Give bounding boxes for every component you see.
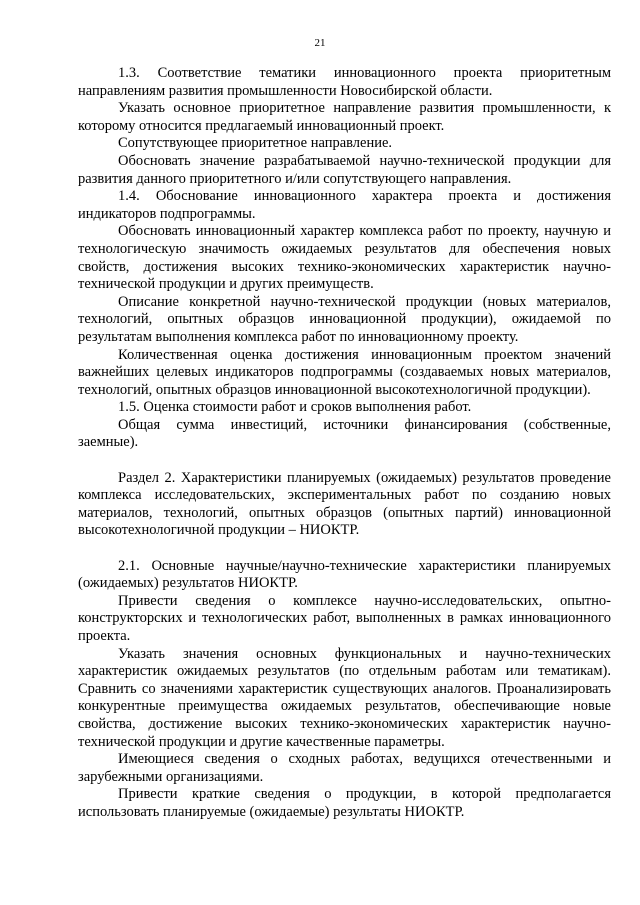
paragraph: Сопутствующее приоритетное направление. xyxy=(118,135,393,152)
paragraph: Указать основное приоритетное направление развития промышленности, к которому относится предлагаемый инновационный проект. xyxy=(78,100,611,134)
paragraph: Обосновать значение разрабатываемой научно-технической продукции для развития данного приоритетного и/или сопутствующего направления. xyxy=(78,152,611,187)
paragraph: Обосновать инновационный характер комплекса работ по проекту, научную и технологическую значимость ожидаемых результатов для обеспечения новых свойств, достижения высоких технико-экономических характеристик научно-технической продукции и других преимуществ. xyxy=(78,223,611,293)
paragraph: Описание конкретной научно-технической продукции (новых материалов, технологий, опытных образцов инновационной продукции), ожидаемой по результатам выполнения комплекса работ по инновационному проекту. xyxy=(78,293,611,345)
page-number: 21 xyxy=(314,37,326,49)
paragraph: Имеющиеся сведения о сходных работах, ведущихся отечественными и зарубежными организациями. xyxy=(78,751,611,785)
paragraph-1-5-heading: 1.5. Оценка стоимости работ и сроков выполнения работ. xyxy=(118,399,472,416)
paragraph-2-1-heading: 2.1. Основные научные/научно-технические характеристики планируемых (ожидаемых) результатов НИОКТР. xyxy=(78,557,611,592)
paragraph: Привести сведения о комплексе научно-исследовательских, опытно-конструкторских и технологических работ, выполненных в рамках инновационного проекта. xyxy=(78,592,611,644)
paragraph-1-3-heading: 1.3. Соответствие тематики инновационного проекта приоритетным направлениям развития промышленности Новосибирской области. xyxy=(78,65,611,99)
paragraph: Указать значения основных функциональных и научно-технических характеристик ожидаемых результатов (по отдельным работам или тематикам). Сравнить со значениями характеристик существующих аналогов. Проанализировать конкурентные преимущества ожидаемых результатов, обеспечивающие новые свойства, достижение высоких технико-экономических характеристик научно-технической продукции и другие качественные параметры. xyxy=(78,645,611,750)
paragraph: Количественная оценка достижения инновационным проектом значений важнейших целевых индикаторов подпрограммы (создаваемых новых материалов, технологий, опытных образцов инновационной высокотехнологичной продукции). xyxy=(78,346,611,398)
paragraph-1-4-heading: 1.4. Обоснование инновационного характера проекта и достижения индикаторов подпрограммы. xyxy=(78,188,611,222)
section-2-heading: Раздел 2. Характеристики планируемых (ожидаемых) результатов проведение комплекса исследовательских, экспериментальных работ по созданию новых материалов, технологий, опытных образцов (опытных партий) инновационной высокотехнологичной продукции – НИОКТР. xyxy=(78,469,611,539)
paragraph: Привести краткие сведения о продукции, в которой предполагается использовать планируемые (ожидаемые) результаты НИОКТР. xyxy=(78,786,611,820)
paragraph: Общая сумма инвестиций, источники финансирования (собственные, заемные). xyxy=(78,416,611,451)
document-body xyxy=(78,65,611,822)
